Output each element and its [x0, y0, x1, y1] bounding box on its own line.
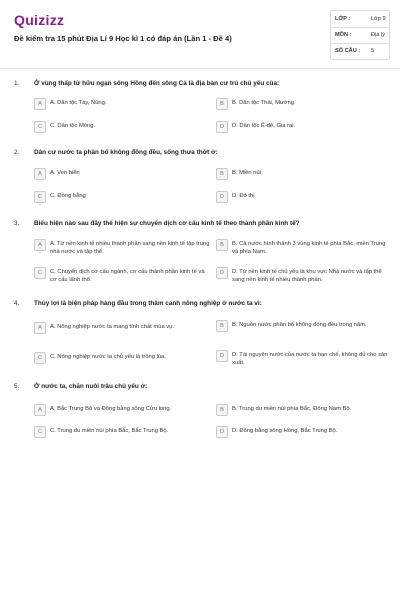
worksheet-title: Đề kiểm tra 15 phút Địa Lí 9 Học kì 1 có đáp án (Lần 1 - Đề 4)	[14, 34, 232, 43]
option-letter: B	[216, 239, 228, 251]
option-text: B. Miền núi	[232, 170, 261, 176]
option-letter: D	[216, 267, 228, 279]
meta-row-count	[331, 43, 389, 59]
option-letter: C	[34, 426, 46, 438]
option-letter: D	[216, 191, 228, 203]
question-number: 2.	[14, 149, 20, 156]
option-text: C. Dân tộc Mông.	[50, 123, 96, 129]
meta-box	[330, 10, 390, 60]
option-text: B. Cả nước hình thành 3 vùng kinh tế phía Bắc, miền Trung và phía Nam.	[232, 241, 386, 255]
meta-value: Địa lý	[371, 32, 385, 38]
header-divider	[0, 68, 400, 69]
option-letter: A	[34, 322, 46, 334]
meta-value: 5	[371, 48, 375, 54]
meta-label: MÔN :	[335, 32, 352, 38]
option-text: B. Trung du miền núi phía Bắc, Đông Nam Bộ.	[232, 406, 352, 412]
question-number: 4.	[14, 300, 20, 307]
option-text: C. Trung du miền núi phía Bắc, Bắc Trung Bộ.	[50, 428, 169, 434]
meta-row-class	[331, 11, 389, 28]
option-letter: D	[216, 350, 228, 362]
question-number: 1.	[14, 80, 20, 87]
option-text: A. Ven biển	[50, 170, 80, 176]
option-letter: B	[216, 98, 228, 110]
option-letter: D	[216, 121, 228, 133]
question-text: Ở vùng thấp từ hữu ngạn sông Hồng đến sông Cả là địa bàn cư trú chủ yếu của:	[34, 80, 280, 87]
question-number: 5.	[14, 383, 20, 390]
option-text: B. Nguồn nước phân bố không đồng đều trong năm.	[232, 322, 367, 328]
option-text: A. Từ nền kinh tế nhiều thành phần sang nền kinh tế tập trung nhà nước và tập thể.	[50, 241, 210, 255]
option-letter: A	[34, 98, 46, 110]
quizizz-logo: Quizizz	[14, 12, 65, 28]
option-letter: A	[34, 404, 46, 416]
meta-label: LỚP :	[335, 16, 351, 22]
option-letter: B	[216, 168, 228, 180]
option-letter: B	[216, 404, 228, 416]
option-letter: B	[216, 320, 228, 332]
option-text: C. Nông nghiệp nước ta chủ yếu là trồng lúa.	[50, 354, 166, 360]
option-text: A. Dân tộc Tày, Nùng.	[50, 100, 107, 106]
option-letter: C	[34, 191, 46, 203]
option-text: B. Dân tộc Thái, Mường.	[232, 100, 296, 106]
option-letter: C	[34, 267, 46, 279]
option-letter: A	[34, 239, 46, 251]
option-text: A. Bắc Trung Bộ và Đồng bằng sông Cửu long.	[50, 406, 172, 412]
option-text: C. Chuyển dịch cơ cấu ngành, cơ cấu thành phần kinh tế và cơ cấu lãnh thổ.	[50, 269, 205, 283]
question-text: Biểu hiện nào sau đây thể hiện sự chuyển dịch cơ cấu kinh tế theo thành phần kinh tế?	[34, 220, 300, 227]
option-text: D. Dân tộc Ê-đê, Gia rai.	[232, 123, 296, 129]
option-text: D. Từ nền kinh tế chủ yếu là khu vực Nhà nước và tập thể sang nền kinh tế nhiều thành phần.	[232, 269, 382, 283]
meta-row-subject	[331, 27, 389, 44]
option-letter: C	[34, 121, 46, 133]
option-letter: A	[34, 168, 46, 180]
option-text: D. Tài nguyên nước của nước ta hạn chế, không đủ cho sản xuất.	[232, 352, 388, 366]
option-text: D. Đô thị	[232, 193, 255, 199]
question-text: Thủy lợi là biện pháp hàng đầu trong thâm canh nông nghiệp ở nước ta vì:	[34, 300, 262, 307]
question-number: 3.	[14, 220, 20, 227]
option-letter: D	[216, 426, 228, 438]
option-text: C. Đồng bằng	[50, 193, 86, 199]
meta-label: SỐ CÂU :	[335, 48, 361, 54]
question-text: Ở nước ta, chăn nuôi trâu chủ yếu ở:	[34, 383, 148, 390]
question-text: Dân cư nước ta phân bố không đồng đều, sống thưa thớt ở:	[34, 149, 218, 156]
option-letter: C	[34, 352, 46, 364]
option-text: D. Đồng bằng sông Hồng, Bắc Trung Bộ.	[232, 428, 338, 434]
option-text: A. Nông nghiệp nước ta mang tính chất mùa vụ.	[50, 324, 175, 330]
meta-value: Lớp 9	[371, 16, 386, 22]
